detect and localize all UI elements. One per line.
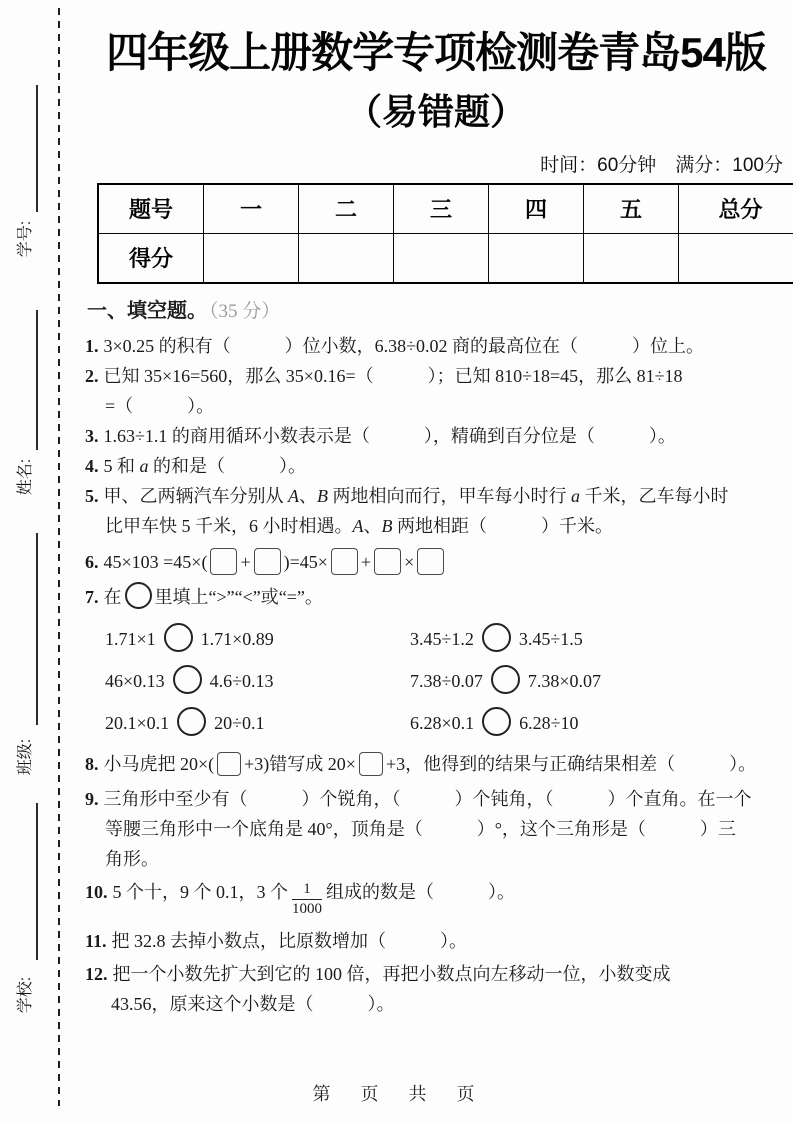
question-text: 已知 35×16=560，那么 35×0.16=（ ）；已知 810÷18=45，那么 81÷18 [103,365,683,386]
variable-B: B [317,485,328,506]
question-text: 5 和 [103,455,140,476]
question-text: 等腰三角形中一个底角是 40°，顶角是（ ）°，这个三角形是（ ）三 [105,818,736,839]
question-12-continuation [85,989,787,1019]
question-text: 两地相距（ ）千米。 [392,515,613,536]
fraction-numerator: 1 [292,880,322,900]
variable-A: A [352,515,364,536]
answer-box [359,752,383,776]
compare-circle [491,665,520,694]
question-text: 三角形中至少有（ ）个锐角，（ ）个钝角，（ ）个直角。在一个 [103,788,752,809]
answer-box [210,548,237,575]
expression-right: 6.28÷10 [519,712,579,733]
question-5 [85,481,787,511]
question-number: 8. [85,753,99,774]
expression-right: 20÷0.1 [214,712,265,733]
question-text: 、 [363,515,382,536]
question-9-continuation [85,814,787,844]
question-text: 把 32.8 去掉小数点，比原数增加（ ）。 [111,930,468,951]
expression-right: 1.71×0.89 [200,628,274,649]
fill-in-blank-questions [85,331,787,1019]
page-subtitle: （易错题） [345,91,526,133]
question-12 [85,959,787,989]
exam-content [85,0,787,1019]
question-text: 把一个小数先扩大到它的 100 倍，再把小数点向左移动一位，小数变成 [112,963,671,984]
expression-right: 4.6÷0.13 [209,670,274,691]
question-text: =（ ）。 [105,395,215,416]
compare-circle [125,582,152,609]
student-id-blank-line [36,85,38,212]
score-table-score-row [98,233,793,283]
expression-left: 46×0.13 [105,670,165,691]
question-text: 、 [299,485,317,506]
answer-box [217,752,241,776]
answer-box [417,548,444,575]
score-table-header-cell: 三 [394,184,489,234]
score-cell-empty [204,233,299,283]
variable-A: A [288,485,299,506]
question-text: + [360,551,372,572]
question-number: 9. [85,788,99,809]
question-3 [85,421,787,451]
expression-left: 7.38÷0.07 [410,670,483,691]
expression-left: 1.71×1 [105,628,156,649]
question-8 [85,749,787,779]
question-7-row-2 [85,665,787,696]
question-text: 3×0.25 的积有（ ）位小数，6.38÷0.02 商的最高位在（ ）位上。 [103,335,705,356]
question-number: 1. [85,335,99,356]
question-text: 43.56，原来这个小数是（ ）。 [111,993,395,1014]
compare-circle [482,623,511,652]
question-6 [85,547,787,577]
score-table-header-cell: 四 [489,184,584,234]
question-10 [85,877,787,919]
comparison-item [410,623,583,654]
expression-left: 20.1×0.1 [105,712,170,733]
question-number: 10. [85,881,108,902]
question-4 [85,451,787,481]
question-text: 组成的数是（ ）。 [326,881,515,902]
question-number: 12. [85,963,108,984]
fraction [292,880,322,919]
exam-time-score-info: 时间：60分钟 满分：100分 [540,154,783,176]
score-cell-empty [584,233,679,283]
question-number: 3. [85,425,99,446]
question-7-row-1 [85,623,787,654]
score-cell-empty [679,233,793,283]
question-text: +3)错写成 20× [244,753,356,774]
sidebar-label-class: 班级: [17,738,34,776]
question-7-row-3 [85,707,787,738]
question-text: 5 个十，9 个 0.1，3 个 [112,881,288,902]
variable-B: B [381,515,393,536]
answer-box [254,548,281,575]
class-blank-line [36,533,38,725]
answer-box [374,548,401,575]
sidebar-label-student-id: 学号: [17,220,34,258]
comparison-item [105,665,410,696]
question-text: 1.63÷1.1 的商用循环小数表示是（ ），精确到百分位是（ ）。 [103,425,676,446]
dashed-seal-line [58,8,60,1106]
score-cell-empty [299,233,394,283]
variable-a: a [139,455,149,476]
comparison-item [410,665,601,696]
score-table-header-cell: 二 [299,184,394,234]
compare-circle [164,623,193,652]
question-number: 11. [85,930,107,951]
page-title: 四年级上册数学专项检测卷青岛54版 [106,29,766,76]
score-cell-empty [394,233,489,283]
question-text: )=45× [283,551,328,572]
question-text: 甲、乙两辆汽车分别从 [103,485,288,506]
question-number: 2. [85,365,99,386]
question-text: +3，他得到的结果与正确结果相差（ ）。 [385,753,757,774]
compare-circle [482,707,511,736]
section-heading [87,298,787,325]
question-7 [85,582,787,612]
name-blank-line [36,310,38,450]
question-text: 里填上“>”“<”或“=”。 [154,586,323,607]
question-1 [85,331,787,361]
section-title: 一、填空题。 [87,299,207,322]
score-row-label: 得分 [98,233,204,283]
question-number: 7. [85,586,99,607]
comparison-item [410,707,579,738]
sidebar-label-name: 姓名: [17,458,34,496]
expression-left: 6.28×0.1 [410,712,475,733]
question-text: × [404,551,415,572]
question-11 [85,926,787,956]
comparison-item [105,623,410,654]
score-table [97,183,793,284]
answer-box [331,548,358,575]
question-number: 4. [85,455,99,476]
score-table-header-cell: 题号 [98,184,204,234]
fraction-denominator: 1000 [292,900,322,917]
question-text: 的和是（ ）。 [148,455,306,476]
sidebar-label-school: 学校: [17,976,34,1014]
question-text: 角形。 [105,848,159,869]
variable-a: a [571,485,580,506]
comparison-item [105,707,410,738]
score-table-header-cell: 五 [584,184,679,234]
question-9-continuation [85,844,787,874]
score-table-header-cell: 一 [204,184,299,234]
school-blank-line [36,803,38,960]
compare-circle [173,665,202,694]
question-text: 两地相向而行，甲车每小时行 [328,485,571,506]
question-text: 比甲车快 5 千米，6 小时相遇。 [105,515,353,536]
question-text: 千米，乙车每小时 [580,485,729,506]
question-text: + [240,551,251,572]
expression-right: 7.38×0.07 [527,670,602,691]
question-text: 45×103 =45×( [103,551,208,572]
question-number: 6. [85,551,99,572]
expression-right: 3.45÷1.5 [518,628,583,649]
question-2 [85,361,787,391]
question-text: 小马虎把 20×( [103,753,215,774]
expression-left: 3.45÷1.2 [410,628,474,649]
score-table-header-cell: 总分 [679,184,793,234]
score-cell-empty [489,233,584,283]
question-5-continuation [85,511,787,541]
question-text: 在 [103,586,122,607]
score-table-header-row [98,184,793,234]
question-number: 5. [85,485,99,506]
question-2-continuation [85,391,787,421]
page-footer: 第 页 共 页 [312,1084,481,1104]
question-9 [85,784,787,814]
section-points: （35 分） [209,300,281,322]
compare-circle [177,707,206,736]
